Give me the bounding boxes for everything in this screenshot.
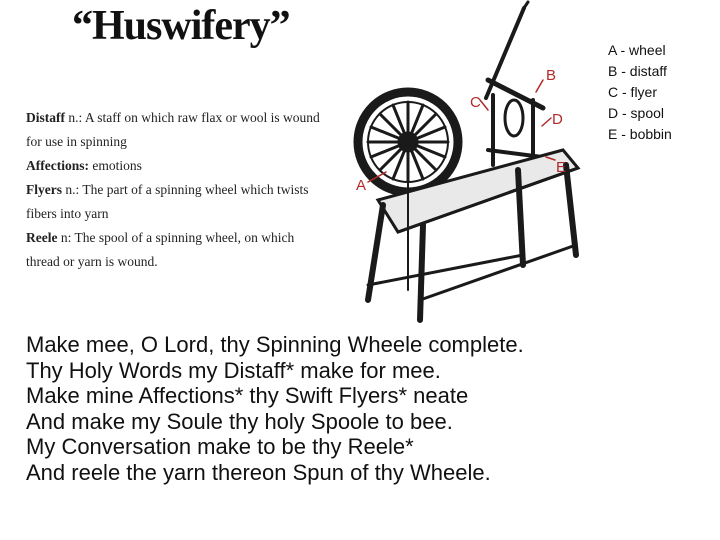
legend-item-wheel: A - wheel <box>608 42 666 58</box>
poem-line: Thy Holy Words my Distaff* make for mee. <box>26 357 441 383</box>
legend-item-distaff: B - distaff <box>608 63 667 79</box>
poem-line: Make mee, O Lord, thy Spinning Wheele complete. <box>26 332 524 357</box>
figure-label-e: E <box>556 159 567 176</box>
glossary-definition: n: The spool of a spinning wheel, on which thread or yarn is wound. <box>26 230 295 269</box>
glossary-entry-flyers <box>26 178 326 226</box>
figure-label-b: B <box>546 67 557 84</box>
glossary <box>26 106 326 274</box>
glossary-entry-affections <box>26 154 326 178</box>
legend-item-bobbin: E - bobbin <box>608 126 672 142</box>
figure-legend <box>608 40 672 145</box>
poem-line: And reele the yarn thereon Spun of thy Wheele. <box>26 459 491 485</box>
glossary-term: Reele <box>26 230 58 245</box>
glossary-term: Affections: <box>26 158 89 173</box>
figure-label-a: A <box>356 177 367 194</box>
glossary-term: Flyers <box>26 182 62 197</box>
glossary-entry-reele <box>26 226 326 274</box>
poem-text <box>26 332 626 485</box>
spinning-wheel-illustration <box>338 0 583 325</box>
poem-line: My Conversation make to be thy Reele* <box>26 434 414 459</box>
page-title: “Huswifery” <box>72 3 290 49</box>
glossary-definition: emotions <box>88 158 142 173</box>
glossary-definition: n.: The part of a spinning wheel which twists fibers into yarn <box>26 182 309 221</box>
glossary-term: Distaff <box>26 110 65 125</box>
legend-item-flyer: C - flyer <box>608 84 657 100</box>
poem-line: Make mine Affections* thy Swift Flyers* neate <box>26 383 469 408</box>
legend-item-spool: D - spool <box>608 105 665 121</box>
figure-label-d: D <box>552 111 563 128</box>
figure-label-c: C <box>470 94 481 111</box>
glossary-entry-distaff <box>26 106 326 154</box>
glossary-definition: n.: A staff on which raw flax or wool is wound for use in spinning <box>26 110 320 149</box>
poem-line: And make my Soule thy holy Spoole to bee. <box>26 408 453 434</box>
